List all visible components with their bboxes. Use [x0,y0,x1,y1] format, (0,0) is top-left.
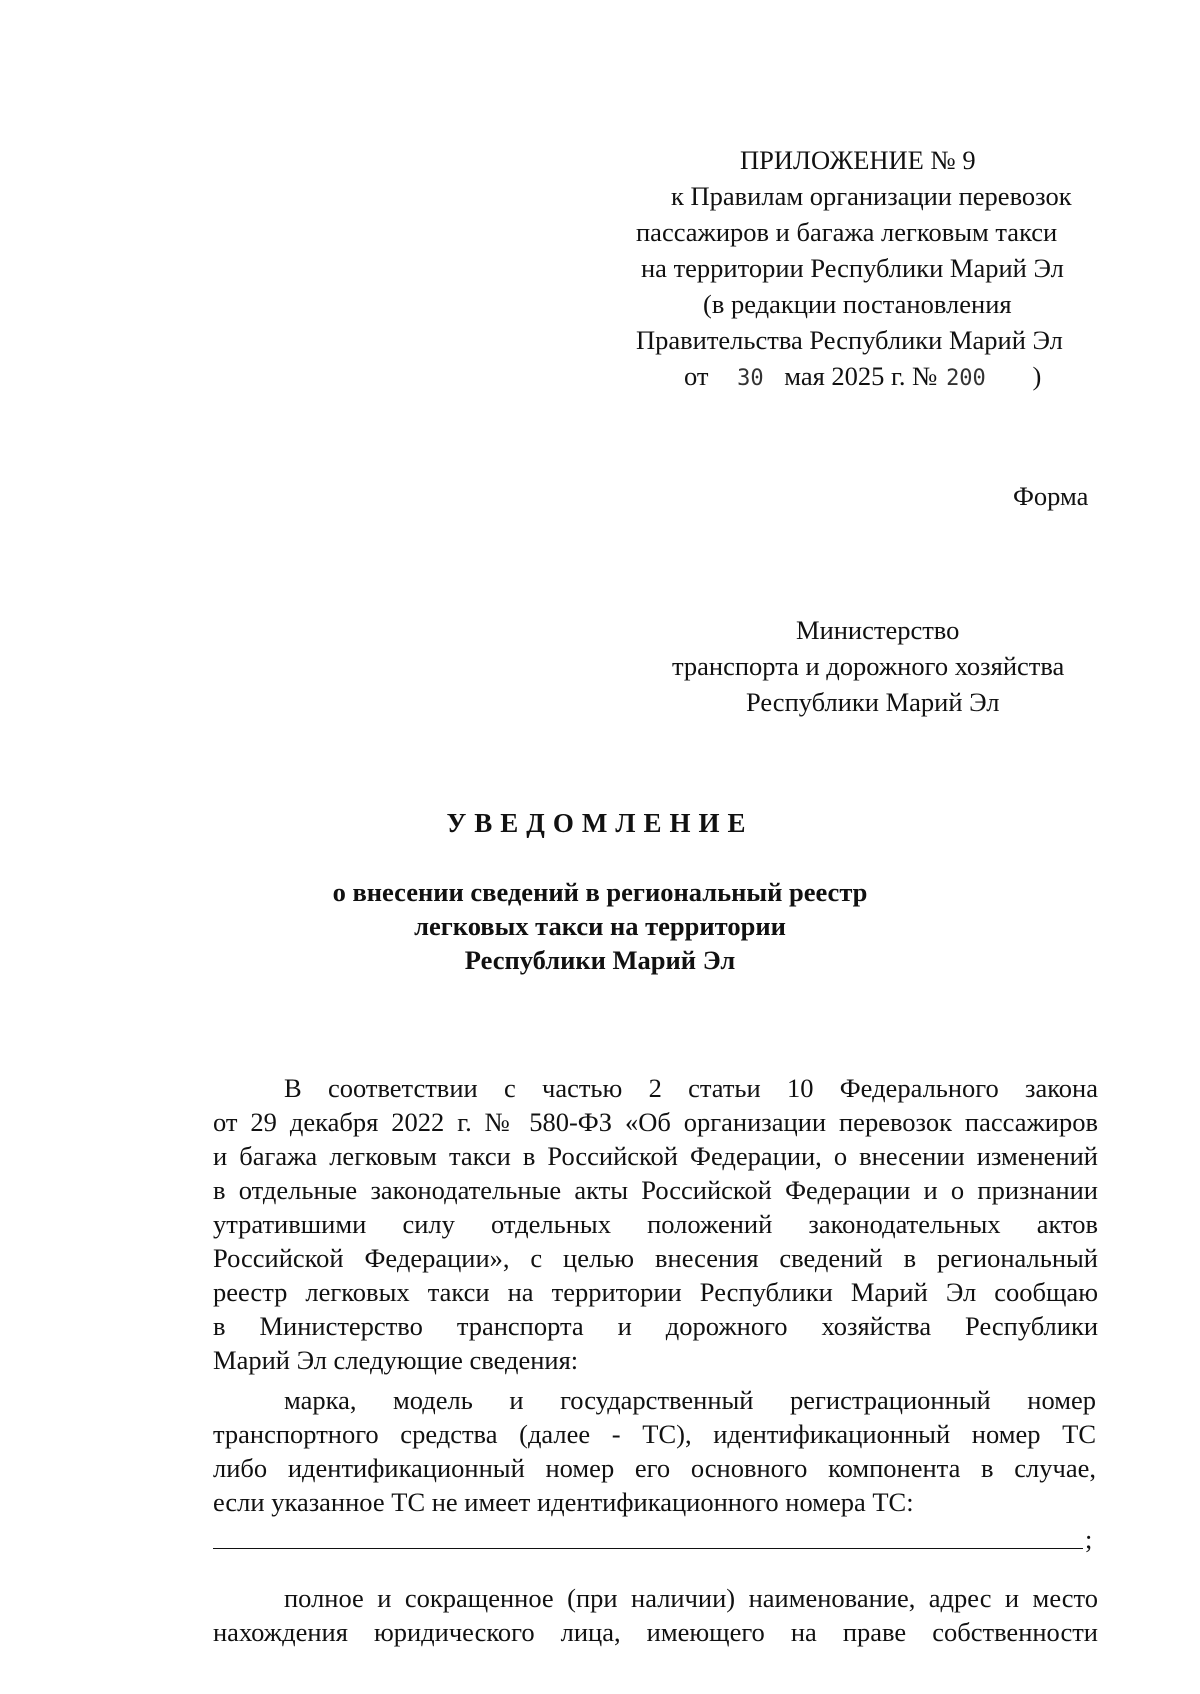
paragraph-line: Российской Федерации», с целью внесения сведений в региональный [213,1243,1098,1273]
date-number: 200 [946,366,986,391]
paragraph-line: полное и сокращенное (при наличии) наименование, адрес и место [284,1583,1098,1613]
paragraph-line: если указанное ТС не имеет идентификационного номера ТС: [213,1487,914,1517]
appendix-line: к Правилам организации перевозок [671,181,1072,211]
recipient-line: Министерство [796,615,960,645]
paragraph-line: нахождения юридического лица, имеющего на праве собственности [213,1617,1098,1647]
paragraph-line: в отдельные законодательные акты Российской Федерации и о признании [213,1175,1098,1205]
paragraph-line: и багажа легковым такси в Российской Федерации, о внесении изменений [213,1141,1098,1171]
appendix-date-line [684,360,1041,395]
form-label: Форма [1013,481,1089,511]
paragraph-line: В соответствии с частью 2 статьи 10 Федерального закона [284,1073,1098,1103]
paragraph-line: в Министерство транспорта и дорожного хозяйства Республики [213,1311,1098,1341]
blank-fill-line [213,1548,1083,1549]
notice-subtitle-line: Республики Марий Эл [464,945,736,975]
paragraph-line: утратившими силу отдельных положений законодательных актов [213,1209,1098,1239]
date-prefix: от [684,361,709,391]
recipient-line: Республики Марий Эл [746,687,1000,717]
date-suffix: ) [1032,361,1042,391]
appendix-title: ПРИЛОЖЕНИЕ № 9 [740,145,976,175]
appendix-line: на территории Республики Марий Эл [641,253,1064,283]
paragraph-line: реестр легковых такси на территории Республики Марий Эл сообщаю [213,1277,1098,1307]
appendix-line: пассажиров и багажа легковым такси [636,217,1058,247]
paragraph-line: марка, модель и государственный регистрационный номер [284,1385,1096,1415]
appendix-line: Правительства Республики Марий Эл [636,325,1063,355]
paragraph-line: либо идентификационный номер его основного компонента в случае, [213,1453,1096,1483]
blank-line-semicolon: ; [1085,1524,1093,1554]
paragraph-line: Марий Эл следующие сведения: [213,1345,579,1375]
notice-subtitle-line: легковых такси на территории [414,911,786,941]
paragraph-line: транспортного средства (далее - ТС), идентификационный номер ТС [213,1419,1096,1449]
paragraph-line: от 29 декабря 2022 г. № 580-ФЗ «Об организации перевозок пассажиров [213,1107,1098,1137]
date-middle: мая 2025 г. № [784,361,938,391]
appendix-line: (в редакции постановления [703,289,1012,319]
recipient-line: транспорта и дорожного хозяйства [672,651,1065,681]
date-day: 30 [737,366,764,391]
notice-title: УВЕДОМЛЕНИЕ [446,808,754,838]
notice-subtitle-line: о внесении сведений в региональный реестр [332,877,868,907]
